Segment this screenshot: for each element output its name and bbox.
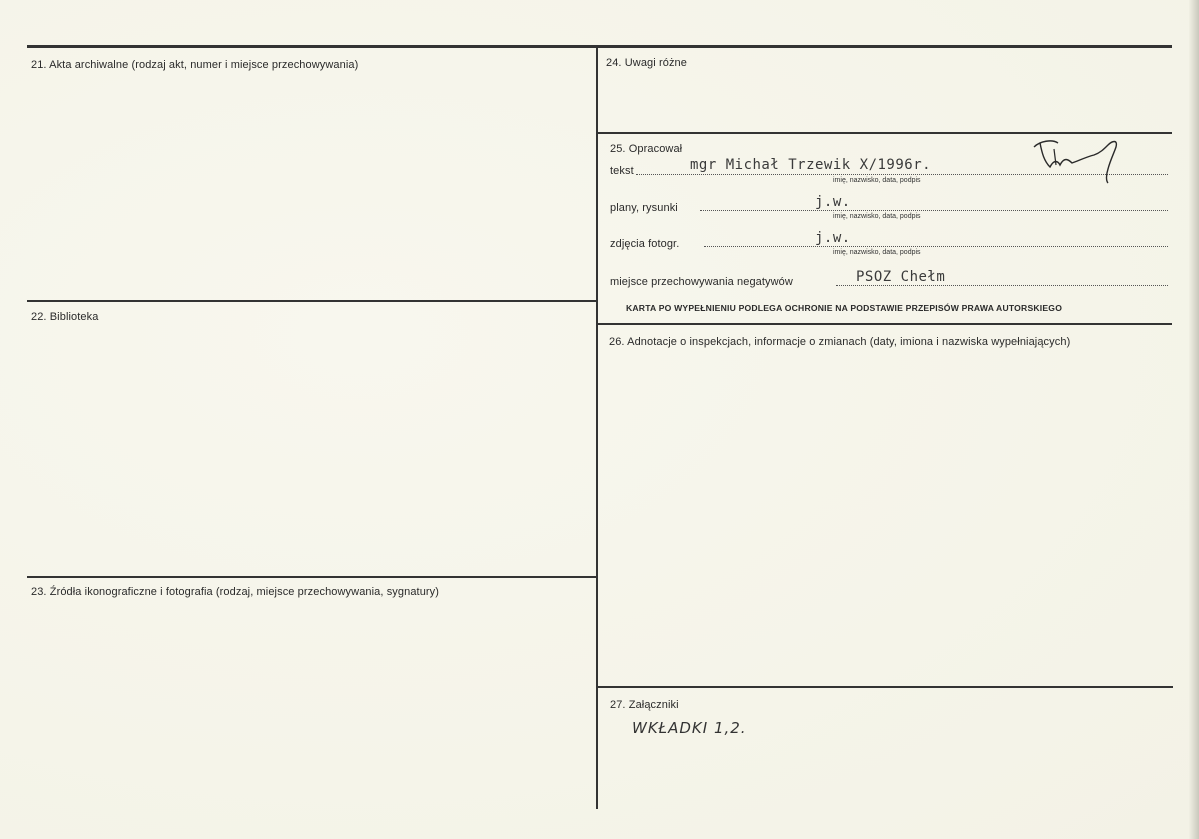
top-rule bbox=[27, 45, 1172, 48]
miejsce-label: miejsce przechowywania negatywów bbox=[610, 276, 793, 288]
rule-25-26 bbox=[597, 323, 1172, 325]
plany-label: plany, rysunki bbox=[610, 202, 678, 214]
section-24-label: 24. Uwagi różne bbox=[606, 57, 687, 69]
section-27-label: 27. Załączniki bbox=[610, 699, 679, 711]
section-22-label: 22. Biblioteka bbox=[31, 311, 99, 323]
section-26-label: 26. Adnotacje o inspekcjach, informacje o zmianach (daty, imiona i nazwiska wypełniających) bbox=[609, 336, 1071, 348]
zdjecia-caption: imię, nazwisko, data, podpis bbox=[833, 249, 921, 256]
zdjecia-label: zdjęcia fotogr. bbox=[610, 238, 680, 250]
tekst-label: tekst bbox=[610, 165, 634, 177]
zalaczniki-handwritten: WKŁADKI 1,2. bbox=[632, 719, 747, 737]
section-25-label: 25. Opracował bbox=[610, 143, 683, 155]
copyright-notice: KARTA PO WYPEŁNIENIU PODLEGA OCHRONIE NA PODSTAWIE PRZEPISÓW PRAWA AUTORSKIEGO bbox=[626, 303, 1063, 313]
plany-value: j.w. bbox=[815, 194, 851, 210]
rule-22-23 bbox=[27, 576, 597, 578]
miejsce-value: PSOZ Chełm bbox=[856, 269, 946, 285]
rule-21-22 bbox=[27, 300, 597, 302]
zdjecia-dotted-line bbox=[704, 246, 1168, 247]
paper-edge-shadow bbox=[1189, 0, 1199, 839]
plany-caption: imię, nazwisko, data, podpis bbox=[833, 213, 921, 220]
tekst-caption: imię, nazwisko, data, podpis bbox=[833, 177, 921, 184]
plany-dotted-line bbox=[700, 210, 1168, 211]
section-23-label: 23. Źródła ikonograficzne i fotografia (rodzaj, miejsce przechowywania, sygnatury) bbox=[31, 586, 440, 598]
section-21-label: 21. Akta archiwalne (rodzaj akt, numer i miejsce przechowywania) bbox=[31, 59, 359, 71]
miejsce-dotted-line bbox=[836, 285, 1168, 286]
tekst-value: mgr Michał Trzewik X/1996r. bbox=[690, 157, 932, 173]
rule-26-27 bbox=[597, 686, 1173, 688]
rule-24-25 bbox=[597, 132, 1172, 134]
zdjecia-value: j.w. bbox=[815, 230, 851, 246]
center-divider bbox=[596, 45, 598, 809]
signature bbox=[1028, 135, 1123, 185]
